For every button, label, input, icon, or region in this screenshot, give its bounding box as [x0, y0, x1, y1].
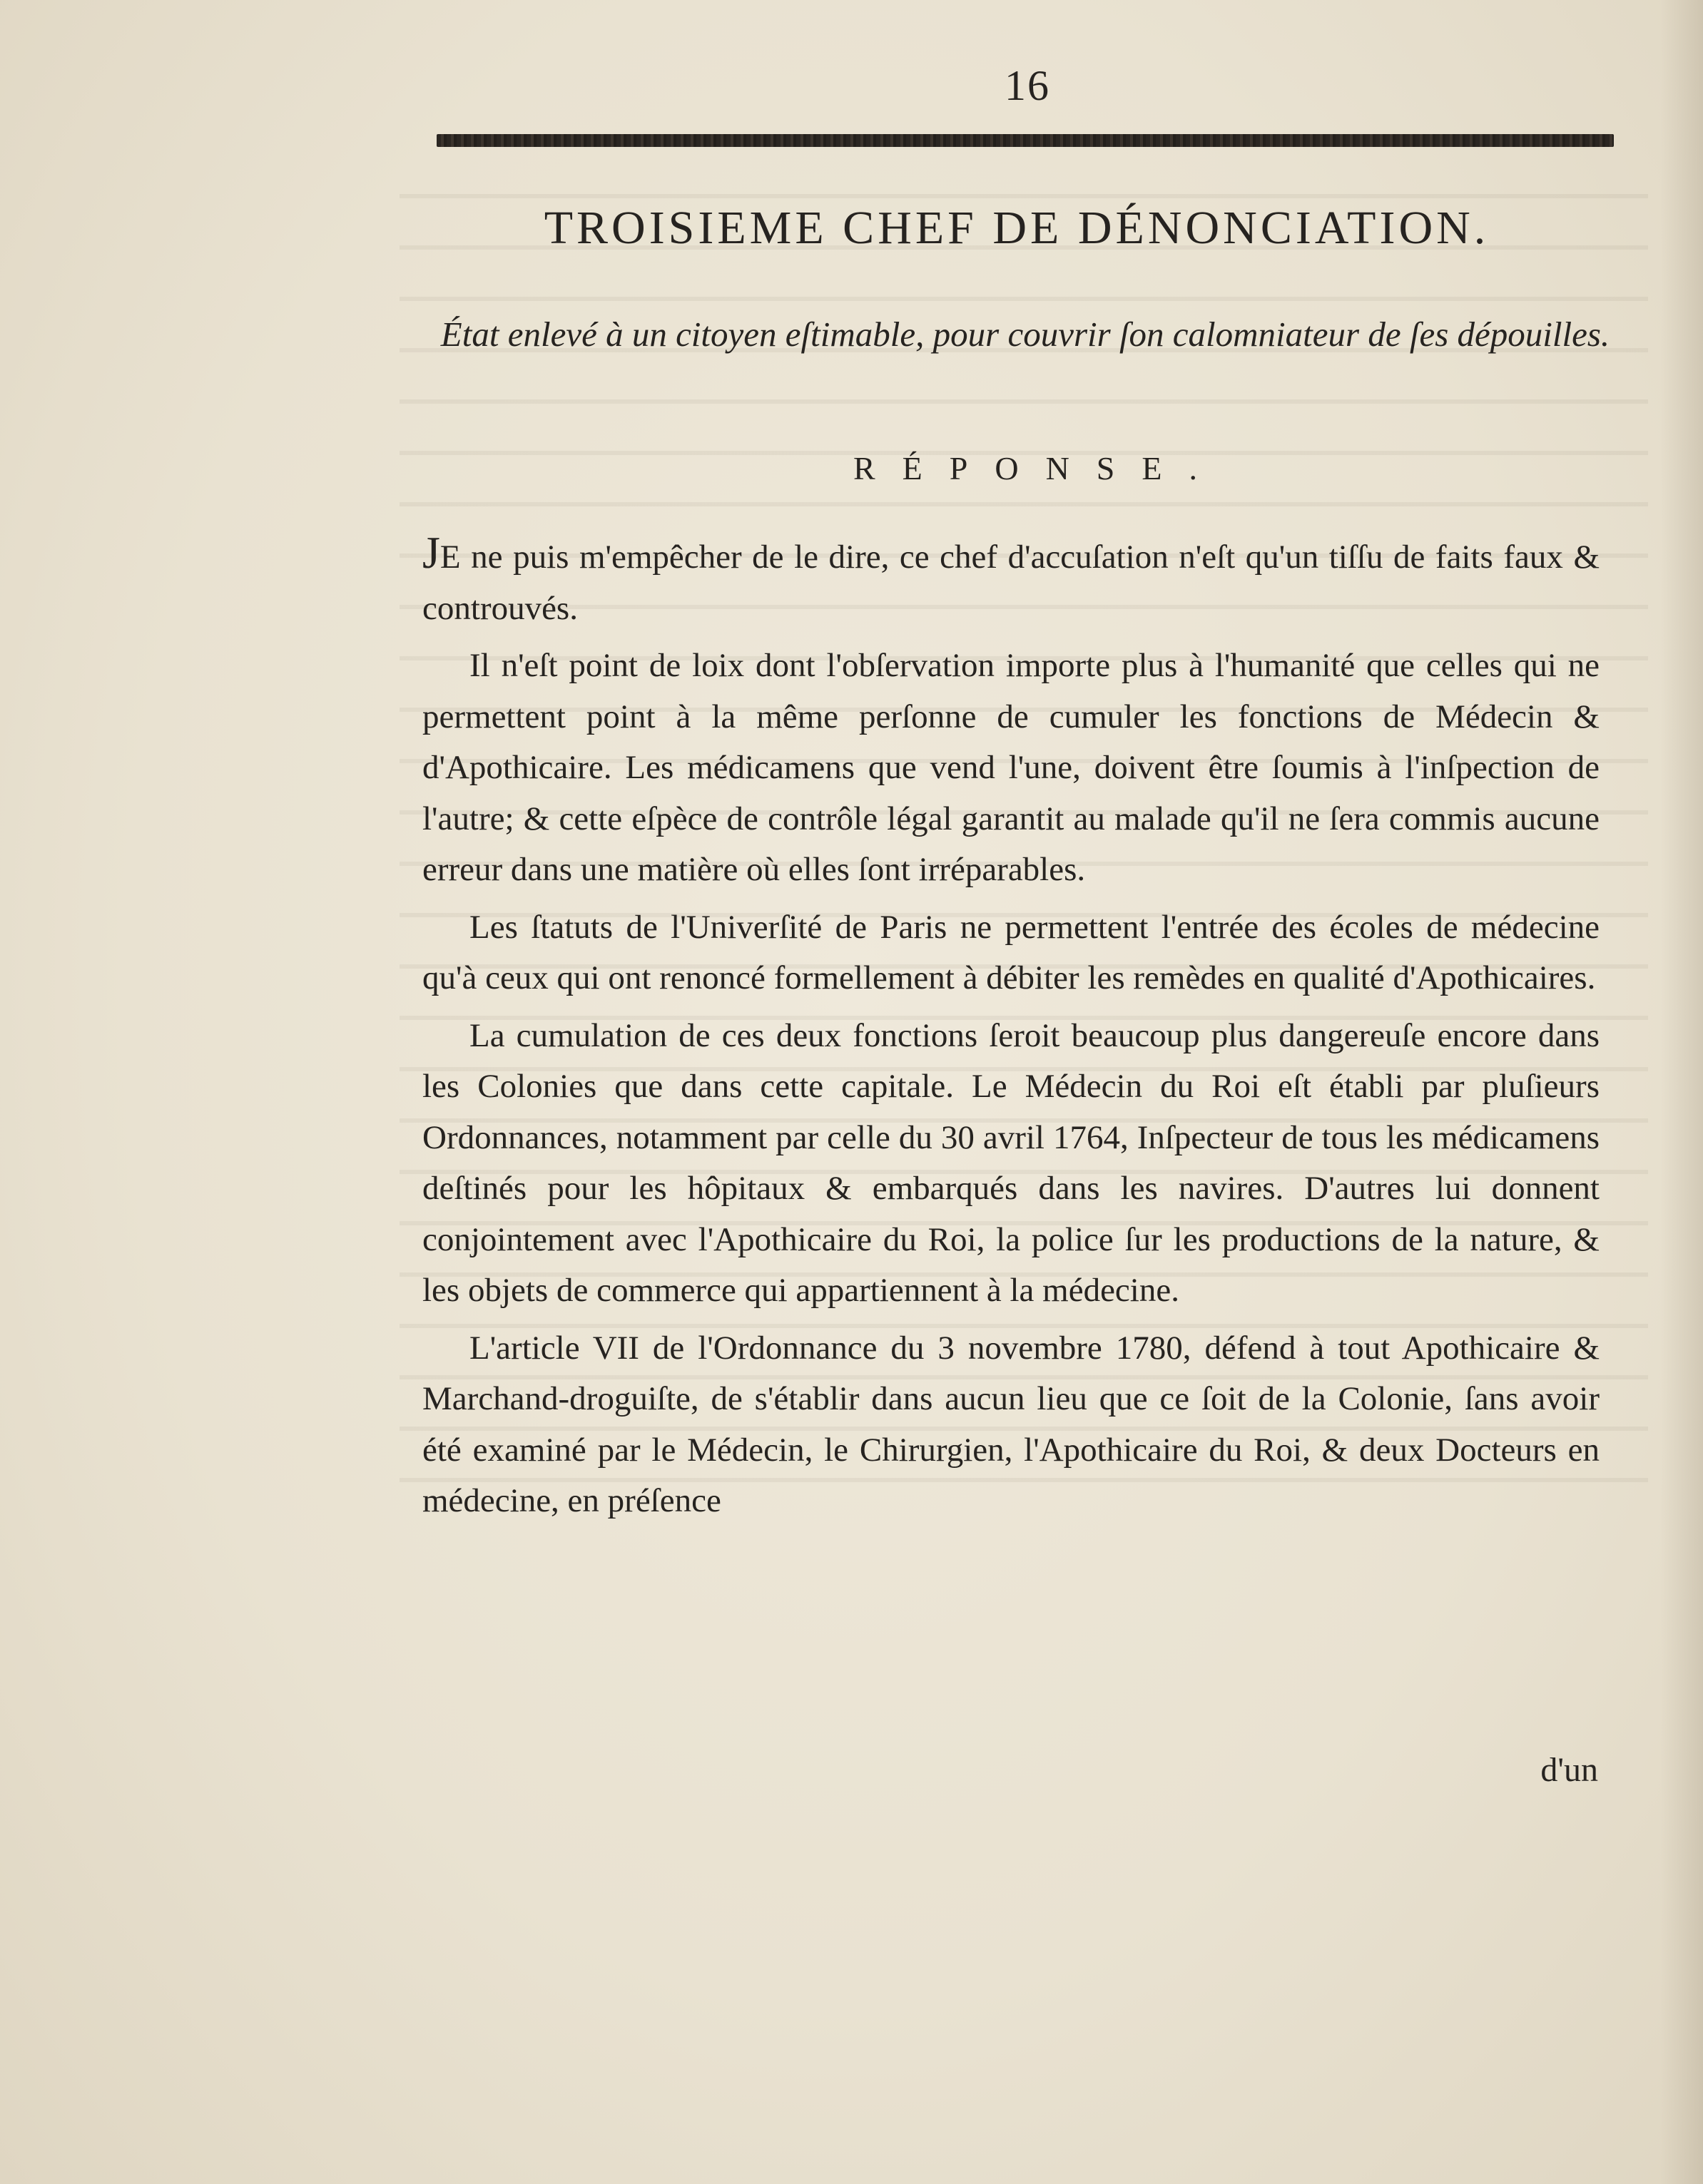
initial-letter: J [422, 527, 440, 578]
response-label: RÉPONSE. [853, 450, 1224, 486]
section-subtitle: État enlevé à un citoyen eſtimable, pour couvrir ſon calomniateur de ſes dépouilles. [440, 315, 1610, 354]
header-rule [437, 134, 1614, 147]
paragraph-4: La cumulation de ces deux fonctions ſeroit beaucoup plus dangereuſe encore dans les Colonies que dans cette capitale. Le Médecin du Roi eſt établi par pluſieurs Ordonnances, notamment par celle du 30 avril 1764, Inſpecteur de tous les médicamens deſtinés pour les hôpitaux & embarqués dans les navires. D'autres lui donnent conjointement avec l'Apothicaire du Roi, la police ſur les productions de la nature, & les objets de commerce qui appartiennent à la médecine. [422, 1016, 1600, 1309]
paragraph-5: L'article VII de l'Ordonnance du 3 novembre 1780, défend à tout Apothicaire & Marchand-droguiſte, de s'établir dans aucun lieu que ce ſoit de la Colonie, ſans avoir été examiné par le Médecin, le Chirurgien, l'Apothicaire du Roi, & deux Docteurs en médecine, en préſence [422, 1329, 1600, 1519]
catchword: d'un [1540, 1751, 1598, 1789]
page-edge-shadow [1660, 0, 1703, 2184]
body-text [422, 527, 1600, 1534]
paragraph-1-text: E ne puis m'empêcher de le dire, ce chef d'accuſation n'eſt qu'un tiſſu de faits faux & controuvés. [422, 539, 1600, 627]
section-heading: TROISIEME CHEF DE DÉNONCIATION. [544, 202, 1490, 254]
paragraph-3: Les ſtatuts de l'Univerſité de Paris ne permettent l'entrée des écoles de médecine qu'à ceux qui ont renoncé formellement à débiter les remèdes en qualité d'Apothicaires. [422, 908, 1600, 996]
page-number: 16 [1005, 62, 1050, 109]
paragraph-2: Il n'eſt point de loix dont l'obſervation importe plus à l'humanité que celles qui ne permettent point à la même perſonne de cumuler les fonctions de Médecin & d'Apothicaire. Les médicamens que vend l'une, doivent être ſoumis à l'inſpection de l'autre; & cette eſpèce de contrôle légal garantit au malade qu'il ne ſera commis aucune erreur dans une matière où elles ſont irréparables. [422, 647, 1600, 888]
paragraph-1 [422, 527, 1600, 634]
